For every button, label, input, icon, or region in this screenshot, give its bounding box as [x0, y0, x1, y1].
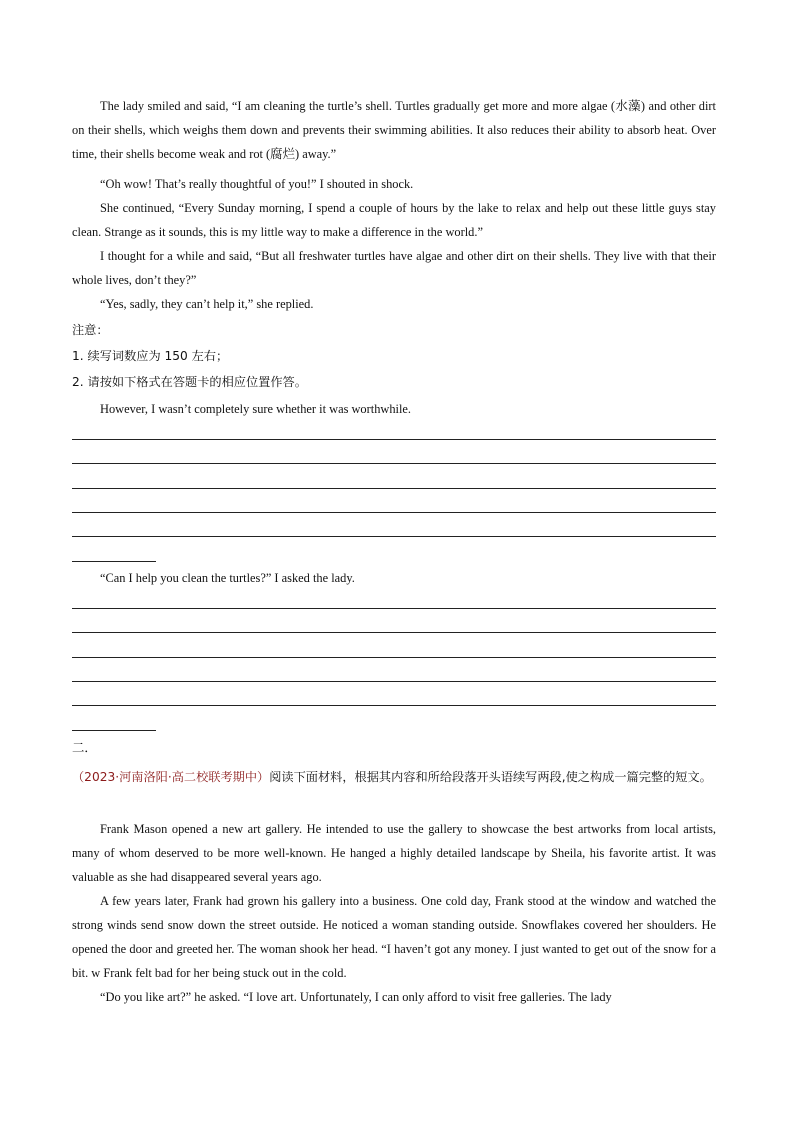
story2-paragraph-3: “Do you like art?” he asked. “I love art. Unfortunately, I can only afford to visit free galleries. The lady: [100, 990, 612, 1004]
answer-line[interactable]: [72, 488, 716, 489]
notes-item-1: 1. 续写词数应为 150 左右；: [72, 349, 229, 363]
answer-line[interactable]: [72, 681, 716, 682]
answer-line[interactable]: [72, 657, 716, 658]
answer-line[interactable]: [72, 608, 716, 609]
story2-paragraph-1: Frank Mason opened a new art gallery. He intended to use the gallery to showcase the best artworks from local artists, many of whom deserved to be more well-known. He hanged a highly detailed landscape by Sheila, his favorite artist. It was valuable as she had disappeared several years ago.: [72, 822, 716, 884]
notes-heading: 注意：: [72, 323, 109, 337]
section-number: 二．: [72, 740, 97, 755]
story1-paragraph-5: “Yes, sadly, they can’t help it,” she replied.: [100, 297, 314, 311]
answer-line[interactable]: [72, 439, 716, 440]
notes-item-2: 2. 请按如下格式在答题卡的相应位置作答。: [72, 375, 307, 389]
answer-line[interactable]: [72, 632, 716, 633]
answer-line-short[interactable]: [72, 730, 156, 731]
prompt-paragraph-1: However, I wasn’t completely sure whether it was worthwhile.: [100, 402, 412, 416]
prompt-paragraph-2: “Can I help you clean the turtles?” I asked the lady.: [100, 571, 355, 585]
instruction-text: 阅读下面材料，根据其内容和所给段落开头语续写两段,使之构成一篇完整的短文。: [269, 770, 712, 784]
answer-line[interactable]: [72, 463, 716, 464]
story1-paragraph-4: I thought for a while and said, “But all freshwater turtles have algae and other dirt on their shells. They live with that their whole lives, don’t they?”: [72, 249, 716, 287]
answer-line[interactable]: [72, 536, 716, 537]
story1-paragraph-1: The lady smiled and said, “I am cleaning the turtle’s shell. Turtles gradually get more and more algae (水藻) and other dirt on their shells, which weighs them down and prevents their swimming abilities. It also reduces their ability to absorb heat. Over time, their shells become weak and rot (腐烂) away.”: [72, 99, 716, 161]
story1-paragraph-3: She continued, “Every Sunday morning, I spend a couple of hours by the lake to relax and help out these little guys stay clean. Strange as it sounds, this is my little way to make a difference in the world.”: [72, 201, 716, 239]
section-instruction: [72, 764, 716, 790]
source-citation: （2023·河南洛阳·高二校联考期中）: [72, 770, 270, 784]
answer-line[interactable]: [72, 705, 716, 706]
answer-line[interactable]: [72, 512, 716, 513]
story1-paragraph-2: “Oh wow! That’s really thoughtful of you!” I shouted in shock.: [100, 177, 414, 191]
story2-paragraph-2: A few years later, Frank had grown his gallery into a business. One cold day, Frank stood at the window and watched the strong winds send snow down the street outside. He noticed a woman standing outside. Snowflakes covered her shoulders. He opened the door and greeted her. The woman shook her head. “I haven’t got any money. I just wanted to get out of the snow for a bit. w Frank felt bad for her being stuck out in the cold.: [72, 894, 716, 980]
answer-line-short[interactable]: [72, 561, 156, 562]
